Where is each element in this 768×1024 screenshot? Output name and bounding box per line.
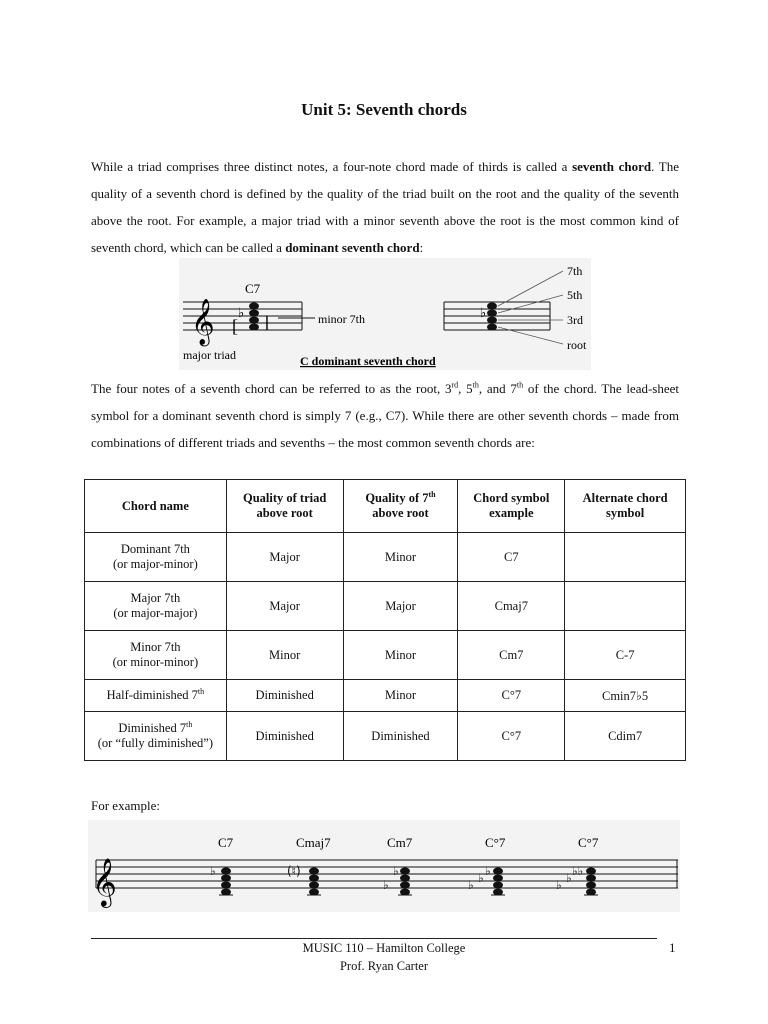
cell-seventh: Minor	[343, 631, 458, 680]
cell-chord-name: Dominant 7th (or major-minor)	[85, 533, 227, 582]
svg-text:]: ]	[263, 312, 269, 332]
for-example-label: For example:	[91, 798, 160, 813]
term-dominant-seventh: dominant seventh chord	[285, 240, 420, 255]
treble-clef-icon: 𝄞	[92, 857, 117, 906]
chord-label-dim7: C°7	[578, 835, 599, 850]
cell-symbol: Cm7	[458, 631, 565, 680]
flat-icon: ♭	[485, 864, 491, 878]
cell-chord-name: Half-diminished 7th	[85, 680, 227, 712]
flat-icon: ♭	[383, 878, 389, 892]
table-row	[85, 680, 686, 712]
part-3rd-label: 3rd	[567, 313, 583, 327]
cell-chord-name: Diminished 7th (or “fully diminished”)	[85, 712, 227, 761]
table-row	[85, 582, 686, 631]
second-paragraph	[91, 375, 679, 456]
chord-label-half-dim7: C°7	[485, 835, 506, 850]
cell-seventh: Minor	[343, 680, 458, 712]
seventh-chords-table	[84, 479, 686, 761]
example-staff-figure	[88, 820, 680, 912]
part-7th-label: 7th	[567, 264, 583, 278]
cell-alt-symbol: Cdim7	[565, 712, 686, 761]
intro-paragraph	[91, 153, 679, 261]
cell-seventh: Minor	[343, 533, 458, 582]
cell-triad: Diminished	[226, 680, 343, 712]
page-title: Unit 5: Seventh chords	[301, 100, 467, 119]
flat-icon: ♭	[478, 871, 484, 885]
major-triad-label: major triad	[183, 348, 236, 362]
cell-seventh: Major	[343, 582, 458, 631]
table-header-row	[85, 480, 686, 533]
flat-icon: ♭	[480, 306, 487, 321]
part-root-label: root	[567, 338, 587, 352]
flat-icon: ♭	[210, 864, 216, 878]
chord-label-c7: C7	[218, 835, 234, 850]
flat-icon: ♭	[566, 871, 572, 885]
cell-triad: Minor	[226, 631, 343, 680]
treble-clef-icon: 𝄞	[191, 299, 215, 345]
footer-divider	[91, 938, 657, 939]
p2-text-b: , 5	[458, 381, 473, 396]
svg-text:[: [	[232, 316, 238, 336]
header-chord-symbol: Chord symbol example	[458, 480, 565, 533]
p2-sup-2: th	[472, 380, 479, 390]
cell-chord-name: Major 7th (or major-major)	[85, 582, 227, 631]
term-seventh-chord: seventh chord	[572, 159, 652, 174]
part-5th-label: 5th	[567, 288, 583, 302]
c7-figure	[175, 258, 595, 370]
double-flat-icon: ♭♭	[572, 864, 584, 878]
figure-caption: C dominant seventh chord	[300, 354, 436, 368]
intro-text-1: While a triad comprises three distinct notes, a four-note chord made of thirds is called a	[91, 159, 573, 174]
flat-icon: ♭	[556, 878, 562, 892]
flat-icon: ♭	[393, 864, 399, 878]
p2-text-a: The four notes of a seventh chord can be referred to as the root, 3	[91, 381, 452, 396]
chord-label-cmaj7: Cmaj7	[296, 835, 331, 850]
p2-text-d: of the chord. The lead-sheet symbol for a dominant seventh chord is simply 7 (e.g., C7). While there are other seventh chords – made from combinations of different triads and sevenths – the most common seventh chords are:	[91, 381, 680, 450]
footer-course: MUSIC 110 – Hamilton College	[302, 941, 466, 955]
table-row	[85, 631, 686, 680]
cell-alt-symbol: C-7	[565, 631, 686, 680]
p2-sup-1: rd	[451, 380, 459, 390]
page-number: 1	[669, 940, 676, 955]
header-alternate-symbol: Alternate chord symbol	[565, 480, 686, 533]
natural-icon: (♮)	[287, 864, 301, 878]
intro-text-3: :	[419, 240, 424, 255]
chord-label-cm7: Cm7	[387, 835, 413, 850]
header-triad-quality: Quality of triad above root	[226, 480, 343, 533]
intro-text-2: . The quality of a seventh chord is defined by the quality of the triad built on the root and the quality of the seventh above the root. For example, a major triad with a minor seventh above the root is the most common kind of seventh chord, which can be called a	[91, 159, 679, 255]
table-row	[85, 533, 686, 582]
cell-symbol: C°7	[458, 680, 565, 712]
cell-symbol: Cmaj7	[458, 582, 565, 631]
cell-alt-symbol	[565, 582, 686, 631]
table-row	[85, 712, 686, 761]
cell-symbol: C7	[458, 533, 565, 582]
minor-7th-label: minor 7th	[318, 312, 365, 326]
cell-triad: Major	[226, 533, 343, 582]
c7-label: C7	[245, 281, 261, 296]
cell-symbol: C°7	[458, 712, 565, 761]
cell-chord-name: Minor 7th (or minor-minor)	[85, 631, 227, 680]
cell-seventh: Diminished	[343, 712, 458, 761]
p2-text-c: , and 7	[478, 381, 517, 396]
flat-icon: ♭	[468, 878, 474, 892]
cell-alt-symbol: Cmin7♭5	[565, 680, 686, 712]
header-seventh-quality: Quality of 7th above root	[343, 480, 458, 533]
cell-alt-symbol	[565, 533, 686, 582]
flat-icon: ♭	[238, 306, 245, 321]
footer-professor: Prof. Ryan Carter	[339, 959, 429, 973]
p2-sup-3: th	[516, 380, 524, 390]
header-chord-name: Chord name	[85, 480, 227, 533]
cell-triad: Diminished	[226, 712, 343, 761]
cell-triad: Major	[226, 582, 343, 631]
